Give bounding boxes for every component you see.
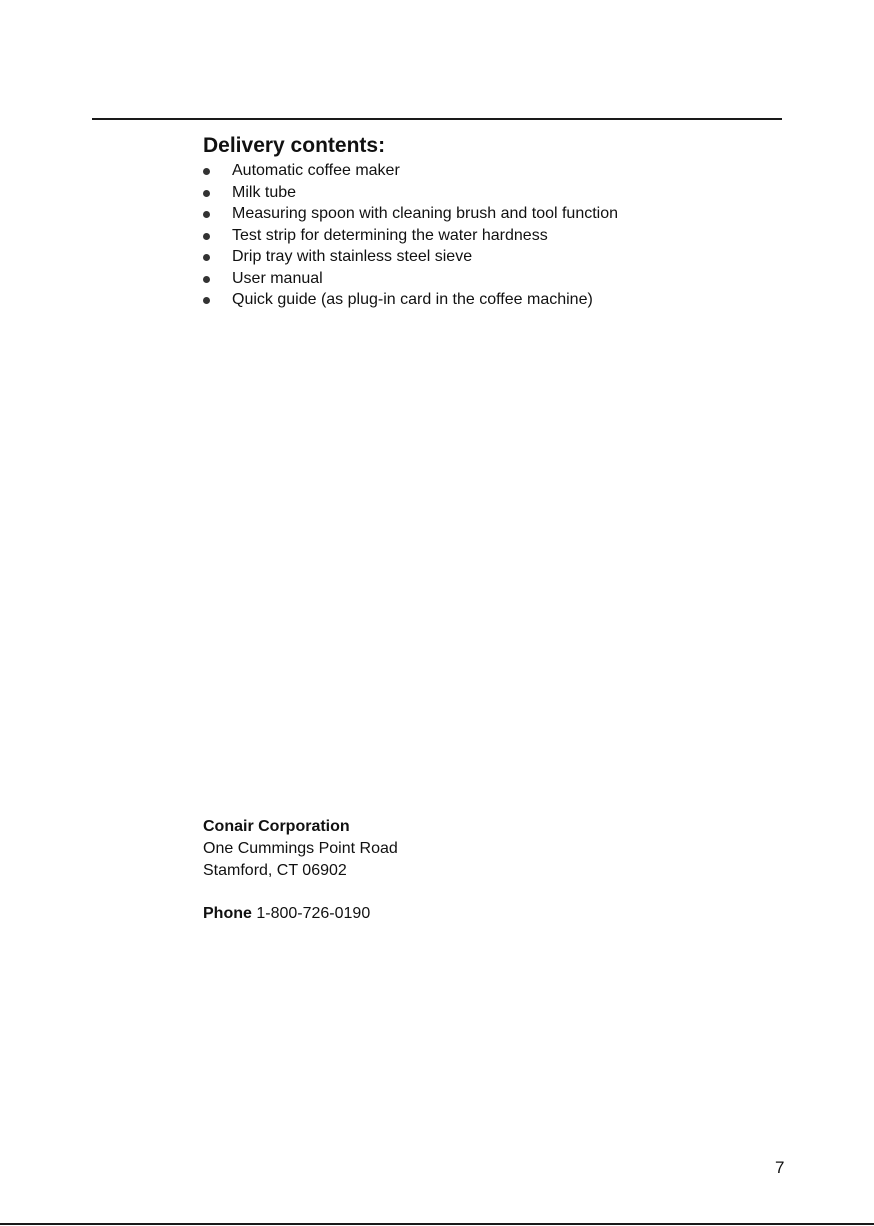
company-name: Conair Corporation	[203, 818, 350, 835]
bullet-icon	[203, 233, 210, 240]
list-item	[203, 289, 618, 311]
bullet-icon	[203, 190, 210, 197]
delivery-contents-list	[203, 160, 618, 311]
list-item	[203, 268, 618, 290]
company-address	[203, 816, 398, 882]
page-number: 7	[775, 1158, 785, 1177]
bottom-divider	[0, 1223, 874, 1225]
phone-label: Phone	[203, 905, 252, 922]
list-item-label: User manual	[232, 269, 323, 287]
list-item-label: Drip tray with stainless steel sieve	[232, 248, 473, 265]
address-line-1: One Cummings Point Road	[203, 840, 398, 857]
list-item-label: Measuring spoon with cleaning brush and tool function	[232, 205, 619, 222]
list-item	[203, 160, 618, 182]
bullet-icon	[203, 297, 210, 304]
bullet-icon	[203, 211, 210, 218]
list-item-label: Automatic coffee maker	[232, 162, 400, 179]
bullet-icon	[203, 254, 210, 261]
list-item-label: Milk tube	[232, 183, 297, 201]
list-item-label: Test strip for determining the water hardness	[232, 226, 548, 244]
list-item-label: Quick guide (as plug-in card in the coffee machine)	[232, 291, 593, 308]
list-item	[203, 246, 618, 268]
list-item	[203, 225, 618, 247]
delivery-contents-heading: Delivery contents:	[203, 134, 386, 157]
list-item	[203, 203, 618, 225]
list-item	[203, 182, 618, 204]
bullet-icon	[203, 168, 210, 175]
phone-contact	[203, 903, 370, 925]
top-divider	[92, 118, 782, 120]
bullet-icon	[203, 276, 210, 283]
address-line-2: Stamford, CT 06902	[203, 862, 347, 879]
phone-number: 1-800-726-0190	[256, 905, 371, 922]
